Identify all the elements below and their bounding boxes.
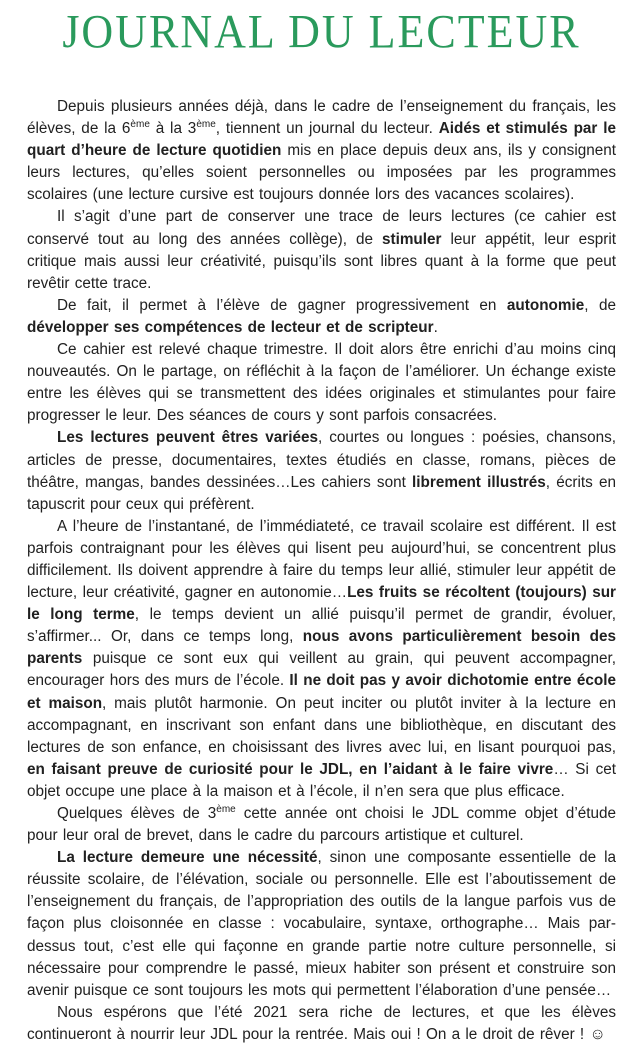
- bold-text-run: Aidés et stimulés par le quart d’heure de lecture quotidien: [27, 120, 616, 160]
- paragraph: [27, 1002, 616, 1046]
- paragraph: [27, 295, 616, 339]
- text-run: De fait, il permet à l’élève de gagner progressivement en: [57, 296, 507, 314]
- bold-text-run: nous avons particulièrement besoin des parents: [27, 628, 616, 668]
- page-title: JOURNAL DU LECTEUR: [62, 5, 581, 59]
- paragraph: [27, 206, 616, 294]
- bold-text-run: Les fruits se récoltent (toujours) sur le long terme: [27, 584, 616, 624]
- text-run: … Si cet objet occupe une place à la maison et à l’école, il n’en sera que plus efficace.: [27, 760, 616, 800]
- text-run: Depuis plusieurs années déjà, dans le cadre de l’enseignement du français, les élèves, de la 6: [27, 98, 616, 138]
- text-run: , écrits en tapuscrit pour ceux qui préfèrent.: [27, 473, 617, 513]
- text-run: , sinon une composante essentielle de la réussite scolaire, de l’élévation, sociale ou personnelle. Elle est l’aboutissement de l’enseignement du français, de l’appropriation des outils de la langue parfois vus de façon plus cloisonnée en classe : vocabulaire, syntaxe, orthographe… Mais par-dessus tout, c’est elle qui façonne en grande partie notre culture personnelle, si nécessaire pour comprendre le passé, mieux habiter son présent et construire son avenir puisque ce sont toujours les mots qui permettent l’élaboration d’une pensée…: [27, 849, 616, 999]
- paragraph: [27, 96, 616, 206]
- bold-text-run: en faisant preuve de curiosité pour le JDL, en l’aidant à le faire vivre: [27, 760, 554, 778]
- document-body: [27, 96, 616, 1046]
- text-run: , le temps devient un allié puisqu’il permet de grandir, évoluer, s’affirmer... Or, dans ce temps long,: [27, 606, 617, 646]
- text-run: , tiennent un journal du lecteur.: [215, 120, 439, 138]
- text-run: .: [433, 318, 438, 336]
- paragraph: [27, 847, 616, 1002]
- bold-text-run: librement illustrés: [412, 473, 546, 491]
- bold-text-run: Il ne doit pas y avoir dichotomie entre école et maison: [27, 672, 616, 712]
- bold-text-run: Les lectures peuvent êtres variées: [57, 429, 318, 447]
- bold-text-run: stimuler: [381, 230, 442, 248]
- text-run: leur appétit, leur esprit critique mais aussi leur créativité, puisqu’ils sont libres quant à la forme que peut revêtir cette trace.: [27, 230, 616, 292]
- text-run: Il s’agit d’une part de conserver une trace de leurs lectures (ce cahier est conservé tout au long des années collège), de: [27, 208, 616, 248]
- bold-text-run: autonomie: [506, 296, 585, 314]
- text-run: , mais plutôt harmonie. On peut inciter ou plutôt inviter à la lecture en accompagnant, en inscrivant son enfant dans une bibliothèque, en discutant des lectures de son enfance, en choisissant des livres avec lui, en lisant pourquoi pas,: [27, 694, 617, 756]
- text-run: puisque ce sont eux qui veillent au grain, qui peuvent accompagner, encourager hors des murs de l’école.: [27, 650, 616, 690]
- text-run: Nous espérons que l’été 2021 sera riche de lectures, et que les élèves continueront à nourrir leur JDL pour la rentrée. Mais oui ! On a le droit de rêver !: [27, 1003, 616, 1043]
- text-run: , de: [584, 296, 616, 314]
- bold-text-run: La lecture demeure une nécessité: [57, 849, 318, 867]
- bold-text-run: développer ses compétences de lecteur et de scripteur: [27, 318, 434, 336]
- text-run: A l’heure de l’instantané, de l’immédiateté, ce travail scolaire est différent. Il est parfois contraignant pour les élèves qui lisent peu aujourd’hui, se concentrent plus difficilement. Ils doivent apprendre à faire du temps leur allié, stimuler leur appétit de lecture, leur créativité, gagner en autonomie…: [27, 517, 616, 602]
- superscript-text-run: ème: [216, 803, 236, 815]
- text-run: mis en place depuis deux ans, ils y consignent leurs lectures, qu’elles soient personnelles ou imposées par les programmes scolaires (une lecture cursive est toujours donnée lors des vacances scolaires).: [27, 142, 616, 204]
- paragraph: [27, 516, 616, 803]
- paragraph: [27, 427, 616, 515]
- paragraph: [27, 339, 616, 427]
- text-run: cette année ont choisi le JDL comme objet d’étude pour leur oral de brevet, dans le cadre du parcours artistique et culturel.: [27, 805, 616, 845]
- smiley-icon: ☺: [589, 1025, 606, 1043]
- superscript-text-run: ème: [196, 119, 216, 130]
- superscript-text-run: ème: [130, 119, 150, 130]
- text-run: à la 3: [149, 120, 197, 138]
- paragraph: [27, 803, 616, 847]
- text-run: Ce cahier est relevé chaque trimestre. Il doit alors être enrichi d’au moins cinq nouveautés. On le partage, on réfléchit à la façon de l’améliorer. Un échange existe entre les élèves qui se transmettent des idées originales et stimulantes pour faire progresser le leur. Des séances de cours y sont parfois consacrées.: [27, 341, 616, 425]
- text-run: , courtes ou longues : poésies, chansons, articles de presse, documentaires, textes étudiés en classe, romans, pièces de théâtre, mangas, bandes dessinées…Les cahiers sont: [27, 429, 616, 491]
- text-run: Quelques élèves de 3: [57, 805, 217, 822]
